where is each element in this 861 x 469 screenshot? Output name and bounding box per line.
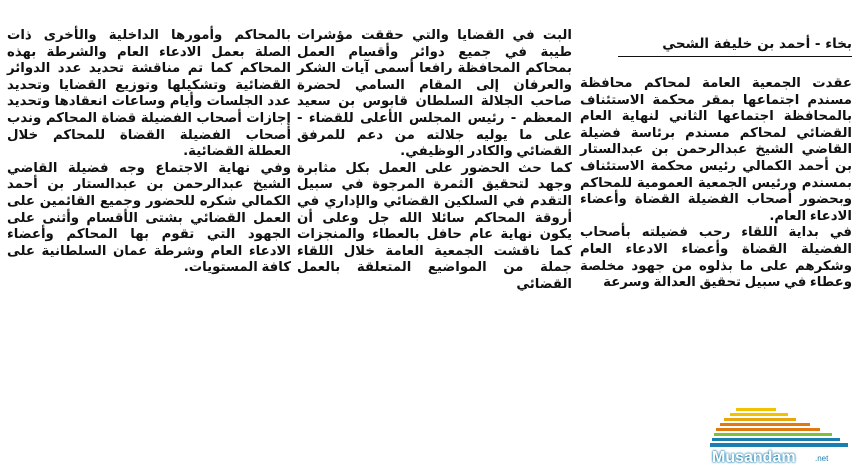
article-byline: بخاء - أحمد بن خليفة الشحي bbox=[662, 36, 852, 52]
article-column-middle bbox=[297, 28, 572, 294]
article-column-left bbox=[7, 28, 291, 277]
logo-suffix: .net bbox=[815, 454, 829, 463]
paragraph: عقدت الجمعية العامة لمحاكم محافظة مسندم اجتماعها بمقر محكمة الاستئناف بالمحافظة اجتماعها الثاني لنهاية العام القضائي لمحاكم مسندم برئاسة فضيلة القاضي الشيخ عبدالرحمن بن عبدالستار بن أحمد الكمالي رئيس محكمة الاستئناف بمسندم ورئيس الجمعية العمومية للمحاكم وبحضور أصحاب الفضيلة القضاة وأعضاء الادعاء العام. bbox=[580, 76, 852, 224]
paragraph: وفي نهاية الاجتماع وجه فضيلة القاضي الشيخ عبدالرحمن بن عبدالستار بن أحمد الكمالي شكره للحضور وجميع القائمين على العمل القضائي بشتى الأقسام وأثنى على الجهود التي تقوم بها المحاكم وأعضاء الادعاء العام وشرطة عمان السلطانية على كافة المستويات. bbox=[7, 160, 291, 276]
paragraph: في بداية اللقاء رحب فضيلته بأصحاب الفضيلة القضاة وأعضاء الادعاء العام وشكرهم على ما بذلوه من جهود مخلصة وعطاء في سبيل تحقيق العدالة وسرعة bbox=[580, 225, 852, 291]
paragraph: كما حث الحضور على العمل بكل مثابرة وجهد لتحقيق الثمرة المرجوة في سبيل التقدم في السلكين القضائي والإداري في أروقة المحاكم سائلا الله جل وعلى أن يكون نهاية عام حافل بالعطاء والمنجزات كما ناقشت الجمعية العامة خلال اللقاء جملة من المواضيع المتعلقة بالعمل القضائي bbox=[297, 160, 572, 292]
paragraph: البت في القضايا والتي حققت مؤشرات طيبة في جميع دوائر وأقسام العمل بمحاكم المحافظة رافعا أسمى آيات الشكر والعرفان إلى المقام السامي لحضرة صاحب الجلالة السلطان قابوس بن سعيد المعظم - رئيس المجلس الأعلى للقضاء - على ما يوليه جلالته من دعم للمرفق القضائي والكادر الوظيفي. bbox=[297, 28, 572, 160]
byline-divider bbox=[618, 56, 852, 57]
logo-wordmark: Musandam bbox=[712, 449, 796, 466]
article-column-right bbox=[580, 76, 852, 292]
paragraph: بالمحاكم وأمورها الداخلية والأخرى ذات الصلة بعمل الادعاء العام والشرطة بهذه المحاكم كما تم مناقشة تحديد عدد الدوائر القضائية وتشكيلها وتوزيع القضايا وتحديد عدد الجلسات وأيام وساعات انعقادها وتحديد إجازات أصحاب الفضيلة قضاة المحاكم وندب أصحاب الفضيلة القضاة للمحاكم خلال العطلة القضائية. bbox=[7, 28, 291, 160]
